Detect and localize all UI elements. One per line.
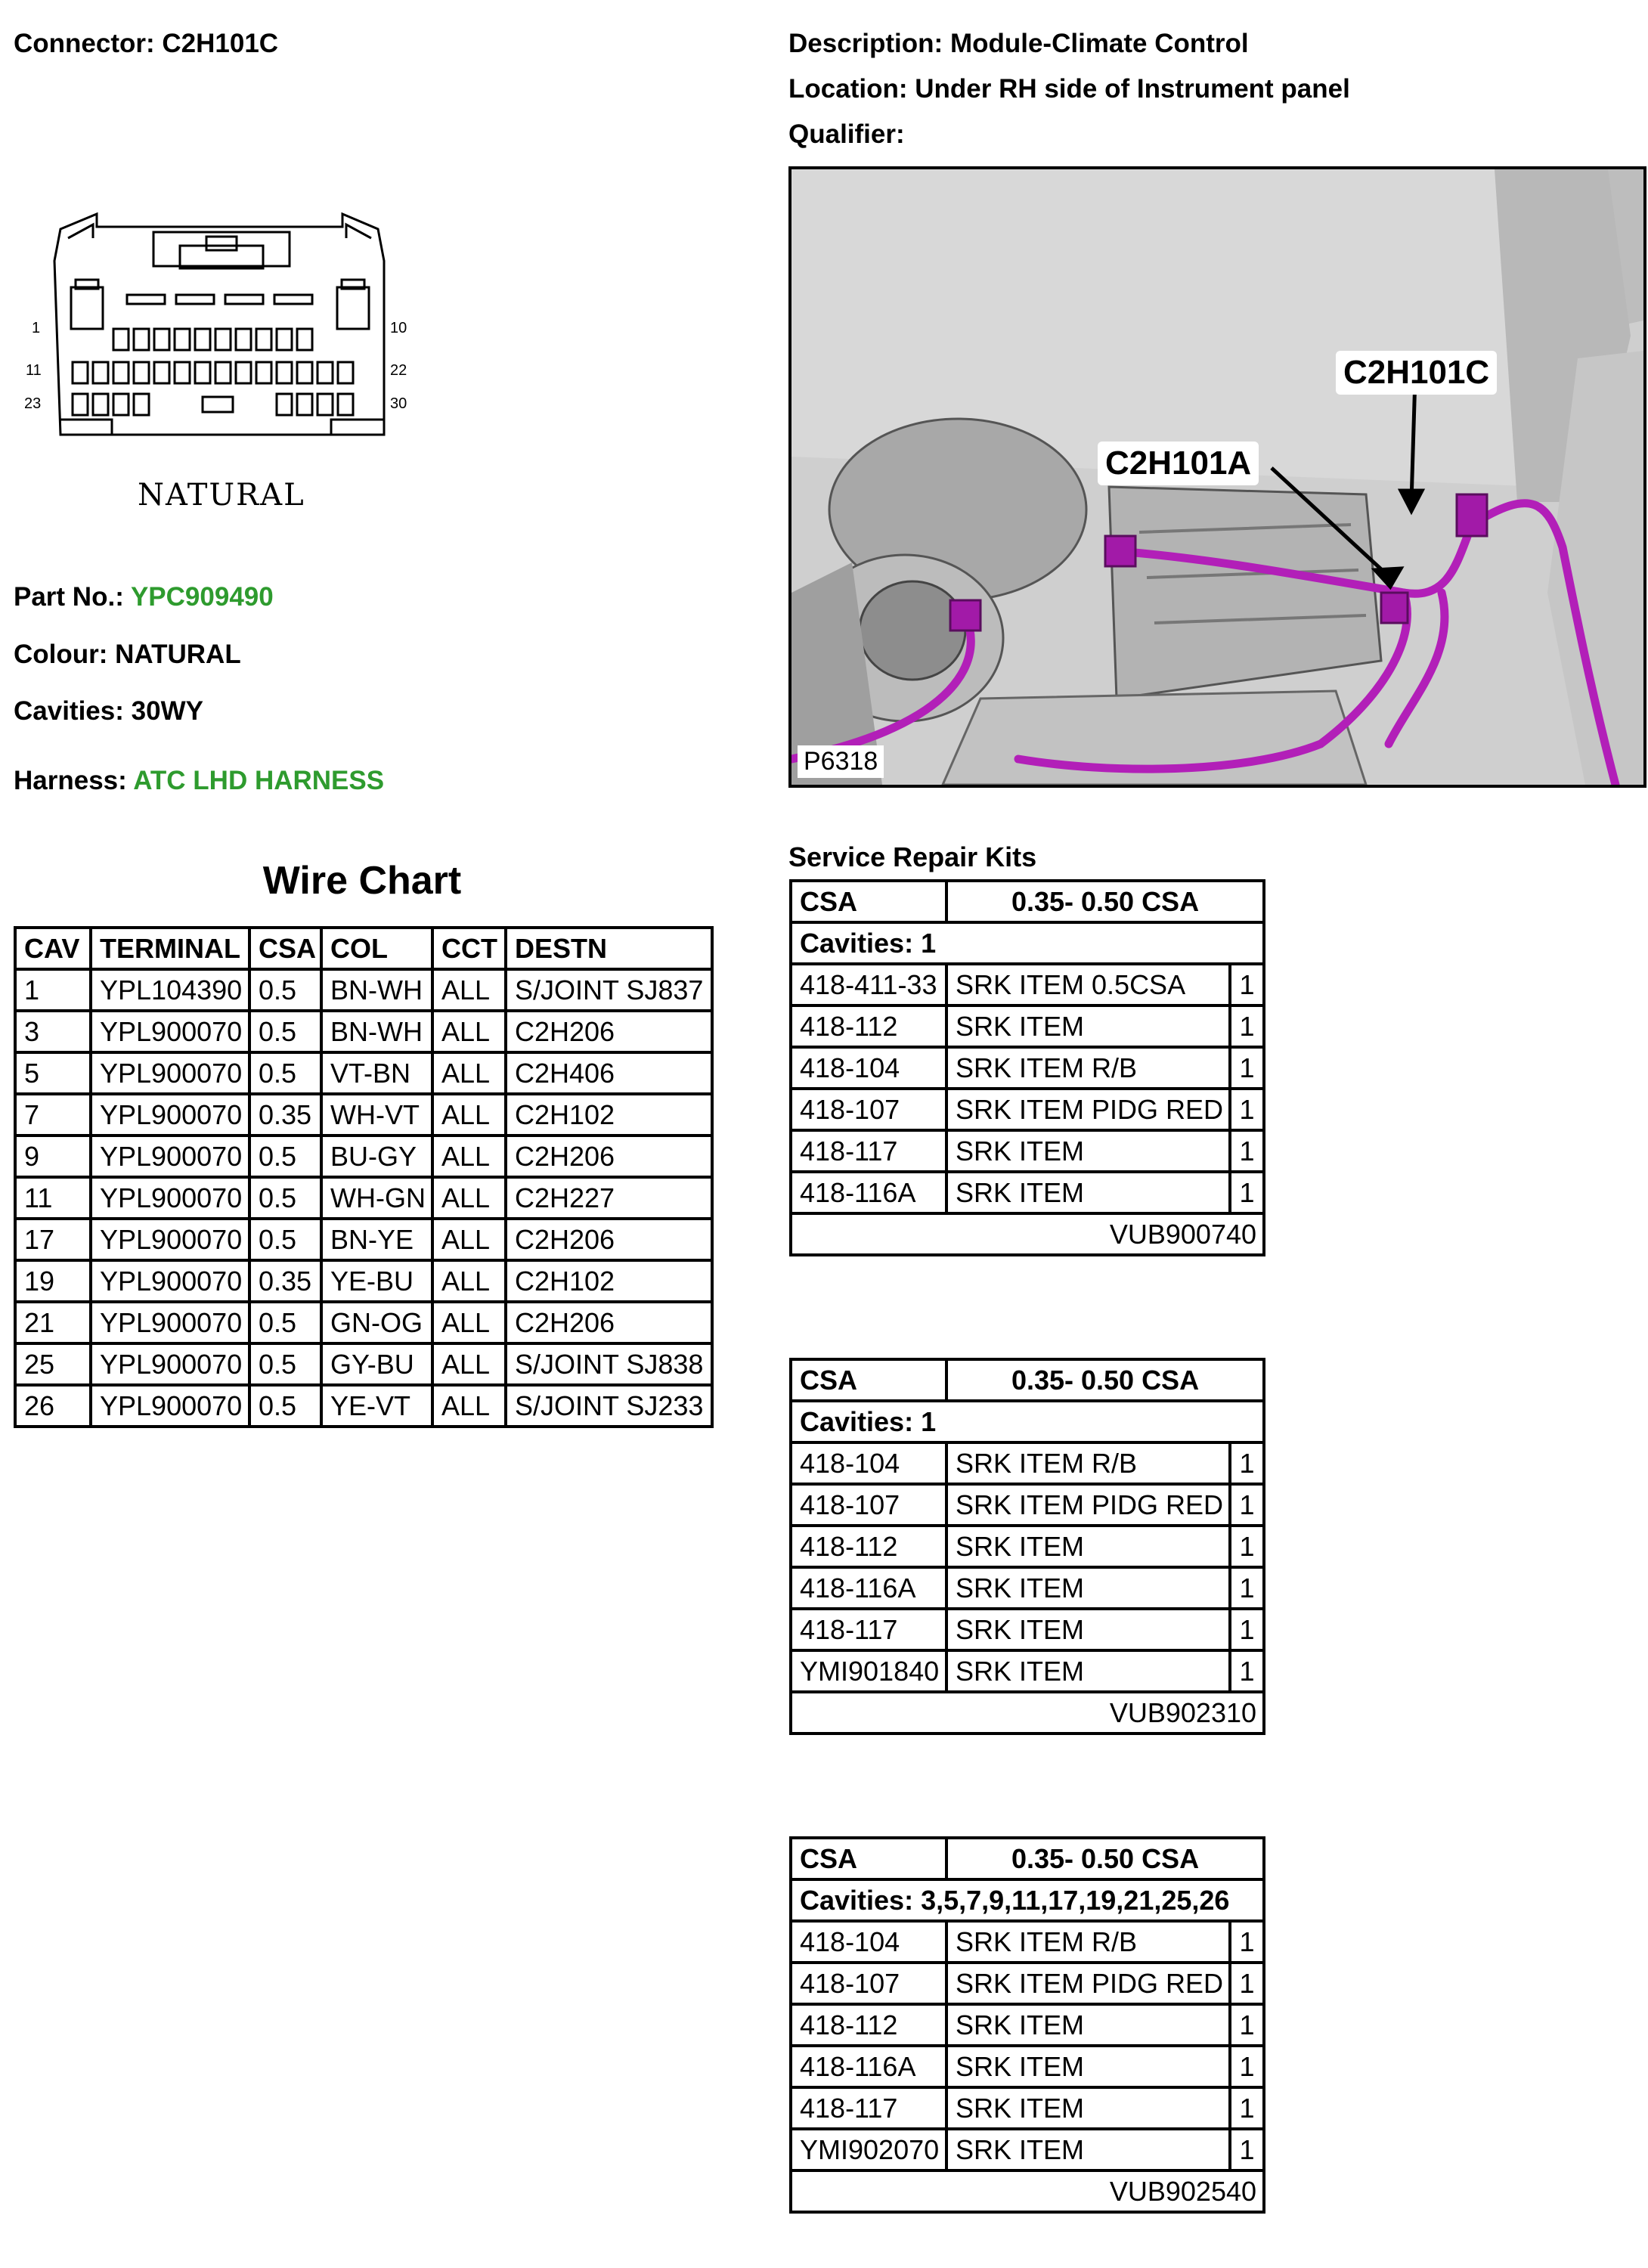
cell-terminal: YPL900070 bbox=[91, 1385, 249, 1427]
kit-item-part: 418-116A bbox=[791, 2046, 946, 2087]
cell-cav: 7 bbox=[15, 1094, 91, 1136]
kit-item-qty: 1 bbox=[1230, 1172, 1264, 1213]
kit-item-part: 418-112 bbox=[791, 1526, 946, 1567]
kit-item-qty: 1 bbox=[1230, 1609, 1264, 1650]
kit-item-qty: 1 bbox=[1230, 1526, 1264, 1567]
kit-item-desc: SRK ITEM bbox=[946, 1650, 1230, 1692]
cell-destn: C2H206 bbox=[506, 1136, 712, 1177]
cell-cct: ALL bbox=[432, 1011, 506, 1052]
callout-c2h101c: C2H101C bbox=[1336, 351, 1497, 395]
cell-col: BN-WH bbox=[321, 969, 432, 1011]
cell-csa: 0.5 bbox=[249, 1052, 321, 1094]
connector-outline bbox=[21, 208, 414, 457]
kit-csa-range: 0.35- 0.50 CSA bbox=[946, 881, 1264, 922]
kit-item-qty: 1 bbox=[1230, 1089, 1264, 1130]
table-row bbox=[15, 1052, 712, 1094]
pin-label-11: 11 bbox=[26, 362, 42, 379]
kit-item-desc: SRK ITEM R/B bbox=[946, 1442, 1230, 1484]
kit-code-row bbox=[791, 1692, 1264, 1734]
cell-terminal: YPL900070 bbox=[91, 1302, 249, 1343]
kit-item-qty: 1 bbox=[1230, 1484, 1264, 1526]
kit-item-part: 418-116A bbox=[791, 1567, 946, 1609]
kit-code-row bbox=[791, 1213, 1264, 1255]
kit-item-part: 418-104 bbox=[791, 1047, 946, 1089]
kit-item-row bbox=[791, 2004, 1264, 2046]
kit-item-desc: SRK ITEM bbox=[946, 1005, 1230, 1047]
connector-line bbox=[14, 29, 278, 59]
cell-cct: ALL bbox=[432, 1260, 506, 1302]
kit-item-desc: SRK ITEM bbox=[946, 2046, 1230, 2087]
kit-cavities-row bbox=[791, 922, 1264, 964]
table-row bbox=[15, 1302, 712, 1343]
cavities-value: 30WY bbox=[131, 696, 203, 726]
kit-item-part: 418-104 bbox=[791, 1442, 946, 1484]
kit-csa-range: 0.35- 0.50 CSA bbox=[946, 1359, 1264, 1401]
wire-chart-table bbox=[14, 926, 714, 1428]
cell-cav: 3 bbox=[15, 1011, 91, 1052]
harness-line bbox=[14, 766, 384, 796]
table-row bbox=[15, 1385, 712, 1427]
cell-col: YE-BU bbox=[321, 1260, 432, 1302]
cell-cct: ALL bbox=[432, 1094, 506, 1136]
table-row bbox=[15, 1260, 712, 1302]
cell-csa: 0.35 bbox=[249, 1260, 321, 1302]
kit-item-qty: 1 bbox=[1230, 964, 1264, 1005]
kit-item-row bbox=[791, 2129, 1264, 2170]
cell-cav: 17 bbox=[15, 1219, 91, 1260]
description-label: Description: bbox=[788, 29, 943, 58]
cavities-label: Cavities: bbox=[14, 696, 124, 726]
kit-csa-label: CSA bbox=[791, 1359, 946, 1401]
kit-item-part: 418-116A bbox=[791, 1172, 946, 1213]
kit-code-row bbox=[791, 2170, 1264, 2212]
cell-terminal: YPL900070 bbox=[91, 1094, 249, 1136]
kit-item-part: YMI901840 bbox=[791, 1650, 946, 1692]
kit-item-part: 418-112 bbox=[791, 2004, 946, 2046]
header-destn: DESTN bbox=[506, 928, 712, 969]
wire-chart-header-row bbox=[15, 928, 712, 969]
cell-col: BN-WH bbox=[321, 1011, 432, 1052]
kit-item-row bbox=[791, 1442, 1264, 1484]
pin-label-23: 23 bbox=[24, 395, 42, 412]
kit-item-qty: 1 bbox=[1230, 1650, 1264, 1692]
pin-label-30: 30 bbox=[390, 395, 407, 412]
kit-item-desc: SRK ITEM bbox=[946, 1609, 1230, 1650]
connector-id: C2H101C bbox=[162, 29, 279, 58]
kit-header-row bbox=[791, 881, 1264, 922]
cell-terminal: YPL900070 bbox=[91, 1011, 249, 1052]
table-row bbox=[15, 969, 712, 1011]
wire-chart-title: Wire Chart bbox=[262, 859, 462, 903]
cell-col: BU-GY bbox=[321, 1136, 432, 1177]
kit-item-qty: 1 bbox=[1230, 2087, 1264, 2129]
colour-value: NATURAL bbox=[115, 640, 241, 669]
description-value: Module-Climate Control bbox=[949, 29, 1249, 58]
cell-terminal: YPL104390 bbox=[91, 969, 249, 1011]
colour-label: Colour: bbox=[14, 640, 108, 669]
kit-item-desc: SRK ITEM PIDG RED bbox=[946, 1484, 1230, 1526]
cell-cct: ALL bbox=[432, 1385, 506, 1427]
cell-cav: 19 bbox=[15, 1260, 91, 1302]
pin-label-22: 22 bbox=[390, 362, 407, 379]
kit-item-part: 418-107 bbox=[791, 1089, 946, 1130]
cell-cct: ALL bbox=[432, 1219, 506, 1260]
cell-terminal: YPL900070 bbox=[91, 1136, 249, 1177]
kit-item-row bbox=[791, 1650, 1264, 1692]
kit-item-desc: SRK ITEM R/B bbox=[946, 1921, 1230, 1963]
part-no-link[interactable]: YPC909490 bbox=[130, 582, 274, 612]
table-row bbox=[15, 1177, 712, 1219]
cell-cct: ALL bbox=[432, 1052, 506, 1094]
kit-item-row bbox=[791, 1609, 1264, 1650]
kit-item-row bbox=[791, 1526, 1264, 1567]
cell-destn: C2H406 bbox=[506, 1052, 712, 1094]
kit-item-qty: 1 bbox=[1230, 1567, 1264, 1609]
cell-cav: 11 bbox=[15, 1177, 91, 1219]
cell-col: BN-YE bbox=[321, 1219, 432, 1260]
harness-link[interactable]: ATC LHD HARNESS bbox=[133, 766, 385, 795]
kit-item-part: 418-104 bbox=[791, 1921, 946, 1963]
part-no-label: Part No.: bbox=[14, 582, 124, 612]
cell-csa: 0.5 bbox=[249, 1136, 321, 1177]
table-row bbox=[15, 1343, 712, 1385]
repair-kit-table bbox=[789, 1836, 1265, 2214]
kit-item-desc: SRK ITEM bbox=[946, 1172, 1230, 1213]
kit-item-row bbox=[791, 1172, 1264, 1213]
cell-csa: 0.5 bbox=[249, 1177, 321, 1219]
cell-destn: C2H227 bbox=[506, 1177, 712, 1219]
cell-cav: 1 bbox=[15, 969, 91, 1011]
header-cav: CAV bbox=[15, 928, 91, 969]
location-value: Under RH side of Instrument panel bbox=[915, 74, 1350, 104]
cell-cav: 26 bbox=[15, 1385, 91, 1427]
kit-item-part: 418-107 bbox=[791, 1484, 946, 1526]
repair-kit-table bbox=[789, 879, 1265, 1256]
part-no-line bbox=[14, 582, 274, 612]
header-col: COL bbox=[321, 928, 432, 969]
kit-item-qty: 1 bbox=[1230, 1130, 1264, 1172]
kit-cavities-row bbox=[791, 1879, 1264, 1921]
cell-col: WH-GN bbox=[321, 1177, 432, 1219]
cell-terminal: YPL900070 bbox=[91, 1219, 249, 1260]
qualifier-label: Qualifier: bbox=[788, 119, 905, 149]
location-line bbox=[788, 74, 1350, 104]
table-row bbox=[15, 1219, 712, 1260]
cell-csa: 0.35 bbox=[249, 1094, 321, 1136]
kit-item-qty: 1 bbox=[1230, 1005, 1264, 1047]
kit-item-qty: 1 bbox=[1230, 1963, 1264, 2004]
kit-item-desc: SRK ITEM bbox=[946, 1130, 1230, 1172]
cell-col: GN-OG bbox=[321, 1302, 432, 1343]
kit-cavities: Cavities: 1 bbox=[791, 1401, 1264, 1442]
cell-csa: 0.5 bbox=[249, 1219, 321, 1260]
cell-cct: ALL bbox=[432, 1343, 506, 1385]
kit-cavities: Cavities: 3,5,7,9,11,17,19,21,25,26 bbox=[791, 1879, 1264, 1921]
kit-item-desc: SRK ITEM R/B bbox=[946, 1047, 1230, 1089]
kit-cavities: Cavities: 1 bbox=[791, 922, 1264, 964]
kit-item-desc: SRK ITEM PIDG RED bbox=[946, 1089, 1230, 1130]
table-row bbox=[15, 1094, 712, 1136]
kit-item-row bbox=[791, 1921, 1264, 1963]
cell-cav: 5 bbox=[15, 1052, 91, 1094]
repair-kit-table bbox=[789, 1358, 1265, 1735]
callout-c2h101a: C2H101A bbox=[1098, 442, 1259, 485]
kit-csa-label: CSA bbox=[791, 881, 946, 922]
pin-label-10: 10 bbox=[390, 320, 407, 336]
kit-item-row bbox=[791, 1963, 1264, 2004]
kit-item-qty: 1 bbox=[1230, 1047, 1264, 1089]
connector-face-diagram bbox=[21, 208, 414, 457]
pin-label-1: 1 bbox=[32, 320, 41, 336]
kit-code: VUB900740 bbox=[791, 1213, 1264, 1255]
kit-item-qty: 1 bbox=[1230, 1921, 1264, 1963]
kit-item-part: 418-112 bbox=[791, 1005, 946, 1047]
table-row bbox=[15, 1011, 712, 1052]
cell-terminal: YPL900070 bbox=[91, 1052, 249, 1094]
header-csa: CSA bbox=[249, 928, 321, 969]
kit-item-qty: 1 bbox=[1230, 2004, 1264, 2046]
kit-csa-label: CSA bbox=[791, 1838, 946, 1879]
cell-col: VT-BN bbox=[321, 1052, 432, 1094]
kit-csa-range: 0.35- 0.50 CSA bbox=[946, 1838, 1264, 1879]
kit-item-desc: SRK ITEM bbox=[946, 2087, 1230, 2129]
cell-destn: C2H102 bbox=[506, 1094, 712, 1136]
cell-cct: ALL bbox=[432, 1177, 506, 1219]
kit-item-qty: 1 bbox=[1230, 2129, 1264, 2170]
kit-item-qty: 1 bbox=[1230, 1442, 1264, 1484]
colour-line bbox=[14, 640, 241, 670]
kit-item-desc: SRK ITEM PIDG RED bbox=[946, 1963, 1230, 2004]
location-photo bbox=[788, 166, 1646, 788]
cell-cav: 21 bbox=[15, 1302, 91, 1343]
kit-item-row bbox=[791, 2087, 1264, 2129]
kit-item-part: YMI902070 bbox=[791, 2129, 946, 2170]
description-line bbox=[788, 29, 1249, 59]
kit-item-row bbox=[791, 1047, 1264, 1089]
kit-item-qty: 1 bbox=[1230, 2046, 1264, 2087]
cell-cct: ALL bbox=[432, 1136, 506, 1177]
kit-code: VUB902540 bbox=[791, 2170, 1264, 2212]
connector-colour-caption: NATURAL bbox=[138, 478, 305, 513]
kit-item-part: 418-117 bbox=[791, 2087, 946, 2129]
cell-destn: C2H206 bbox=[506, 1219, 712, 1260]
cell-cct: ALL bbox=[432, 969, 506, 1011]
kit-cavities-row bbox=[791, 1401, 1264, 1442]
cell-col: GY-BU bbox=[321, 1343, 432, 1385]
kit-item-row bbox=[791, 1130, 1264, 1172]
photo-reference: P6318 bbox=[798, 745, 884, 778]
kit-item-row bbox=[791, 1005, 1264, 1047]
cell-csa: 0.5 bbox=[249, 1343, 321, 1385]
location-label: Location: bbox=[788, 74, 908, 104]
cell-cav: 25 bbox=[15, 1343, 91, 1385]
cell-csa: 0.5 bbox=[249, 1011, 321, 1052]
kit-header-row bbox=[791, 1838, 1264, 1879]
kit-item-part: 418-117 bbox=[791, 1609, 946, 1650]
kit-code: VUB902310 bbox=[791, 1692, 1264, 1734]
kit-item-desc: SRK ITEM bbox=[946, 1526, 1230, 1567]
header-cct: CCT bbox=[432, 928, 506, 969]
cell-destn: S/JOINT SJ838 bbox=[506, 1343, 712, 1385]
kit-item-part: 418-107 bbox=[791, 1963, 946, 2004]
cell-csa: 0.5 bbox=[249, 1385, 321, 1427]
cell-csa: 0.5 bbox=[249, 969, 321, 1011]
kit-item-desc: SRK ITEM 0.5CSA bbox=[946, 964, 1230, 1005]
connector-label: Connector: bbox=[14, 29, 155, 58]
cell-terminal: YPL900070 bbox=[91, 1343, 249, 1385]
cell-destn: C2H206 bbox=[506, 1011, 712, 1052]
qualifier-line bbox=[788, 119, 905, 150]
cell-terminal: YPL900070 bbox=[91, 1177, 249, 1219]
kit-item-part: 418-117 bbox=[791, 1130, 946, 1172]
kit-item-row bbox=[791, 1484, 1264, 1526]
cell-destn: S/JOINT SJ837 bbox=[506, 969, 712, 1011]
table-row bbox=[15, 1136, 712, 1177]
kit-item-row bbox=[791, 2046, 1264, 2087]
kit-item-desc: SRK ITEM bbox=[946, 2004, 1230, 2046]
cell-col: YE-VT bbox=[321, 1385, 432, 1427]
cell-destn: C2H102 bbox=[506, 1260, 712, 1302]
cell-csa: 0.5 bbox=[249, 1302, 321, 1343]
cell-cav: 9 bbox=[15, 1136, 91, 1177]
kit-header-row bbox=[791, 1359, 1264, 1401]
cavities-line bbox=[14, 696, 203, 727]
kit-item-desc: SRK ITEM bbox=[946, 2129, 1230, 2170]
cell-destn: S/JOINT SJ233 bbox=[506, 1385, 712, 1427]
header-terminal: TERMINAL bbox=[91, 928, 249, 969]
harness-label: Harness: bbox=[14, 766, 127, 795]
kit-item-row bbox=[791, 964, 1264, 1005]
cell-destn: C2H206 bbox=[506, 1302, 712, 1343]
cell-terminal: YPL900070 bbox=[91, 1260, 249, 1302]
kit-item-row bbox=[791, 1567, 1264, 1609]
cell-col: WH-VT bbox=[321, 1094, 432, 1136]
service-repair-kits-title: Service Repair Kits bbox=[788, 841, 1037, 872]
kit-item-desc: SRK ITEM bbox=[946, 1567, 1230, 1609]
kit-item-part: 418-411-33 bbox=[791, 964, 946, 1005]
cell-cct: ALL bbox=[432, 1302, 506, 1343]
kit-item-row bbox=[791, 1089, 1264, 1130]
